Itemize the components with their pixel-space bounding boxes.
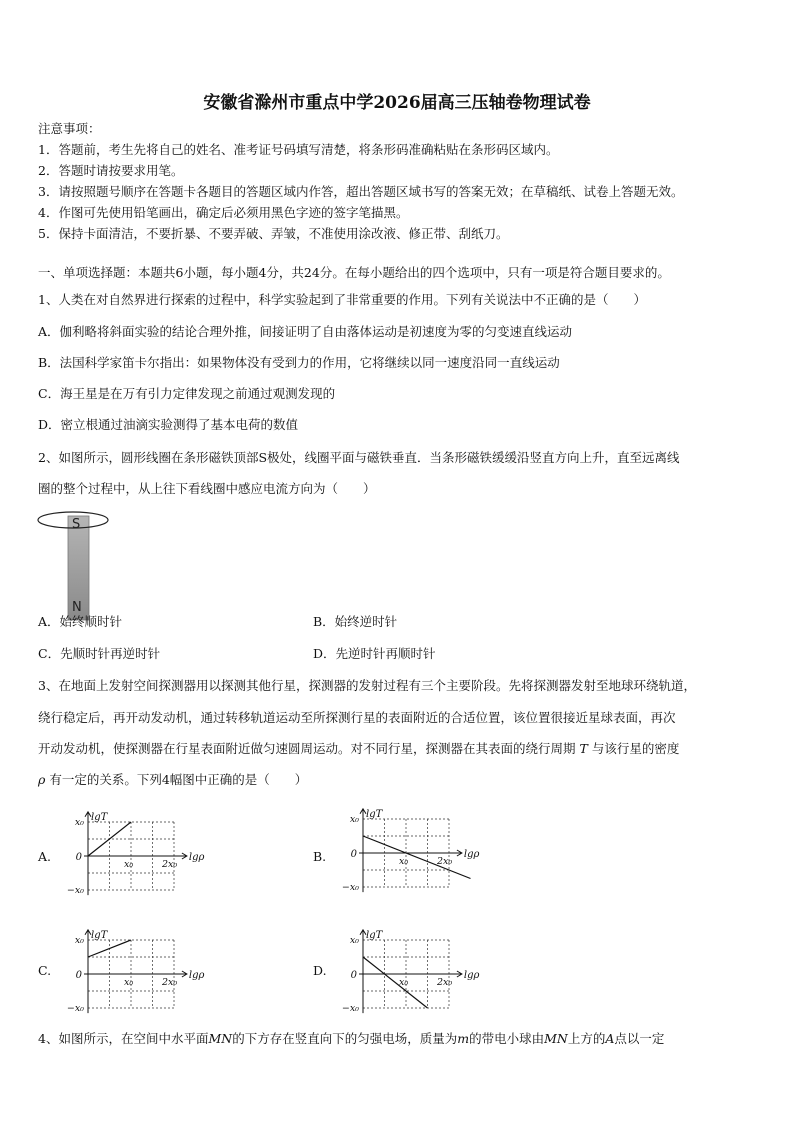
graph-option-label: A. [38,849,52,864]
tick-label: x₀ [124,977,134,988]
stem-text: 开动发动机，使探测器在行星表面附近做匀速圆周运动。对不同行星，探测器在其表面的绕行周期 [38,741,576,756]
graph-c [62,924,205,1025]
graph-option-label: B. [313,849,327,864]
tick-label: x₀ [124,859,134,870]
tick-label: 0 [75,852,82,863]
tick-label: 0 [350,849,357,860]
question-1-option-d: D．密立根通过油滴实验测得了基本电荷的数值 [38,417,299,432]
mass-symbol: m [457,1031,470,1046]
point-symbol: A [605,1031,615,1046]
y-axis-label: lgT [366,929,383,941]
x-axis-label: lgρ [463,970,480,981]
magnet-coil-figure [38,508,148,620]
question-3-stem [38,741,679,757]
question-2-stem: 2、如图所示，圆形线圈在条形磁铁顶部S极处，线圈平面与磁铁垂直．当条形磁铁缓缓沿竖直方向上升，直至远离线 [38,450,680,465]
notice-item: 5．保持卡面清洁，不要折暴、不要弄破、弄皱，不准使用涂改液、修正带、刮纸刀。 [38,226,509,241]
graph-a [62,806,205,907]
stem-text: 点以一定 [614,1031,665,1046]
graph-d [337,924,480,1025]
question-3-stem [38,772,307,788]
stem-text: 的下方存在竖直向下的匀强电场，质量为 [232,1031,458,1046]
question-4-stem [38,1031,664,1047]
x-axis-label: lgρ [188,970,205,981]
magnet-s-pole: S [72,517,81,532]
graph-option-label: C. [38,963,52,978]
series-line [363,836,471,879]
plane-symbol: MN [208,1031,233,1046]
question-3-stem: 3、在地面上发射空间探测器用以探测其他行星，探测器的发射过程有三个主要阶段。先将探测器发射至地球环绕轨道， [38,678,696,693]
tick-label: −x₀ [66,1003,84,1014]
tick-label: 0 [350,970,357,981]
notice-item: 1．答题前，考生先将自己的姓名、准考证号码填写清楚，将条形码准确粘贴在条形码区域内。 [38,142,559,157]
question-2-stem: 圈的整个过程中，从上往下看线圈中感应电流方向为（ ） [38,481,376,496]
x-axis-label: lgρ [463,849,480,860]
graph-svg [337,924,480,1022]
graph-svg [337,803,480,901]
x-axis-label: lgρ [188,852,205,863]
question-2-option-d: D．先逆时针再顺时针 [313,646,436,661]
notice-item: 3．请按照题号顺序在答题卡各题目的答题区域内作答，超出答题区域书写的答案无效；在草稿纸、试卷上答题无效。 [38,184,684,199]
density-symbol: ρ [38,772,46,787]
tick-label: x₀ [349,935,359,946]
question-2-option-a: A．始终顺时针 [38,614,123,629]
stem-text: 上方的 [567,1031,606,1046]
tick-label: x₀ [349,814,359,825]
notice-heading: 注意事项： [38,121,101,136]
tick-label: 2x₀ [437,856,453,867]
y-axis-label: lgT [366,808,383,820]
page-title: 安徽省滁州市重点中学2026届高三压轴卷物理试卷 [203,93,591,113]
question-1-stem: 1、人类在对自然界进行探索的过程中，科学实验起到了非常重要的作用。下列有关说法中不正确的是（ ） [38,292,646,307]
stem-text: 4、如图所示，在空间中水平面 [38,1031,209,1046]
tick-label: −x₀ [66,885,84,896]
graph-svg [62,806,205,904]
tick-label: x₀ [399,977,409,988]
stem-text: 有一定的关系。下列4幅图中正确的是（ ） [49,772,308,787]
tick-label: x₀ [74,935,84,946]
magnet-n-pole: N [72,600,82,615]
question-3-stem: 绕行稳定后，再开动发动机，通过转移轨道运动至所探测行星的表面附近的合适位置，该位置很接近星球表面，再次 [38,710,676,725]
question-1-option-c: C．海王星是在万有引力定律发现之前通过观测发现的 [38,386,336,401]
tick-label: 2x₀ [162,977,178,988]
graph-b [337,803,480,904]
tick-label: 2x₀ [162,859,178,870]
question-2-option-c: C．先顺时针再逆时针 [38,646,161,661]
tick-label: 0 [75,970,82,981]
period-symbol: T [579,741,588,756]
graph-option-label: D. [313,963,327,978]
stem-text: 的带电小球由 [469,1031,545,1046]
question-1-option-a: A．伽利略将斜面实验的结论合理外推，间接证明了自由落体运动是初速度为零的匀变速直线运动 [38,324,573,339]
tick-label: x₀ [399,856,409,867]
tick-label: x₀ [74,817,84,828]
notice-item: 4．作图可先使用铅笔画出，确定后必须用黑色字迹的签字笔描黑。 [38,205,409,220]
tick-label: 2x₀ [437,977,453,988]
notice-item: 2．答题时请按要求用笔。 [38,163,184,178]
tick-label: −x₀ [341,882,359,893]
series-line [88,940,131,957]
series-line [363,957,428,1008]
y-axis-label: lgT [91,811,108,823]
question-1-option-b: B．法国科学家笛卡尔指出：如果物体没有受到力的作用，它将继续以同一速度沿同一直线运动 [38,355,560,370]
stem-text: 与该行星的密度 [591,741,680,756]
graph-svg [62,924,205,1022]
y-axis-label: lgT [91,929,108,941]
question-2-option-b: B．始终逆时针 [313,614,398,629]
section-heading: 一、单项选择题：本题共6小题，每小题4分，共24分。在每小题给出的四个选项中，只有一项是符合题目要求的。 [38,265,670,280]
tick-label: −x₀ [341,1003,359,1014]
plane-symbol: MN [544,1031,568,1046]
